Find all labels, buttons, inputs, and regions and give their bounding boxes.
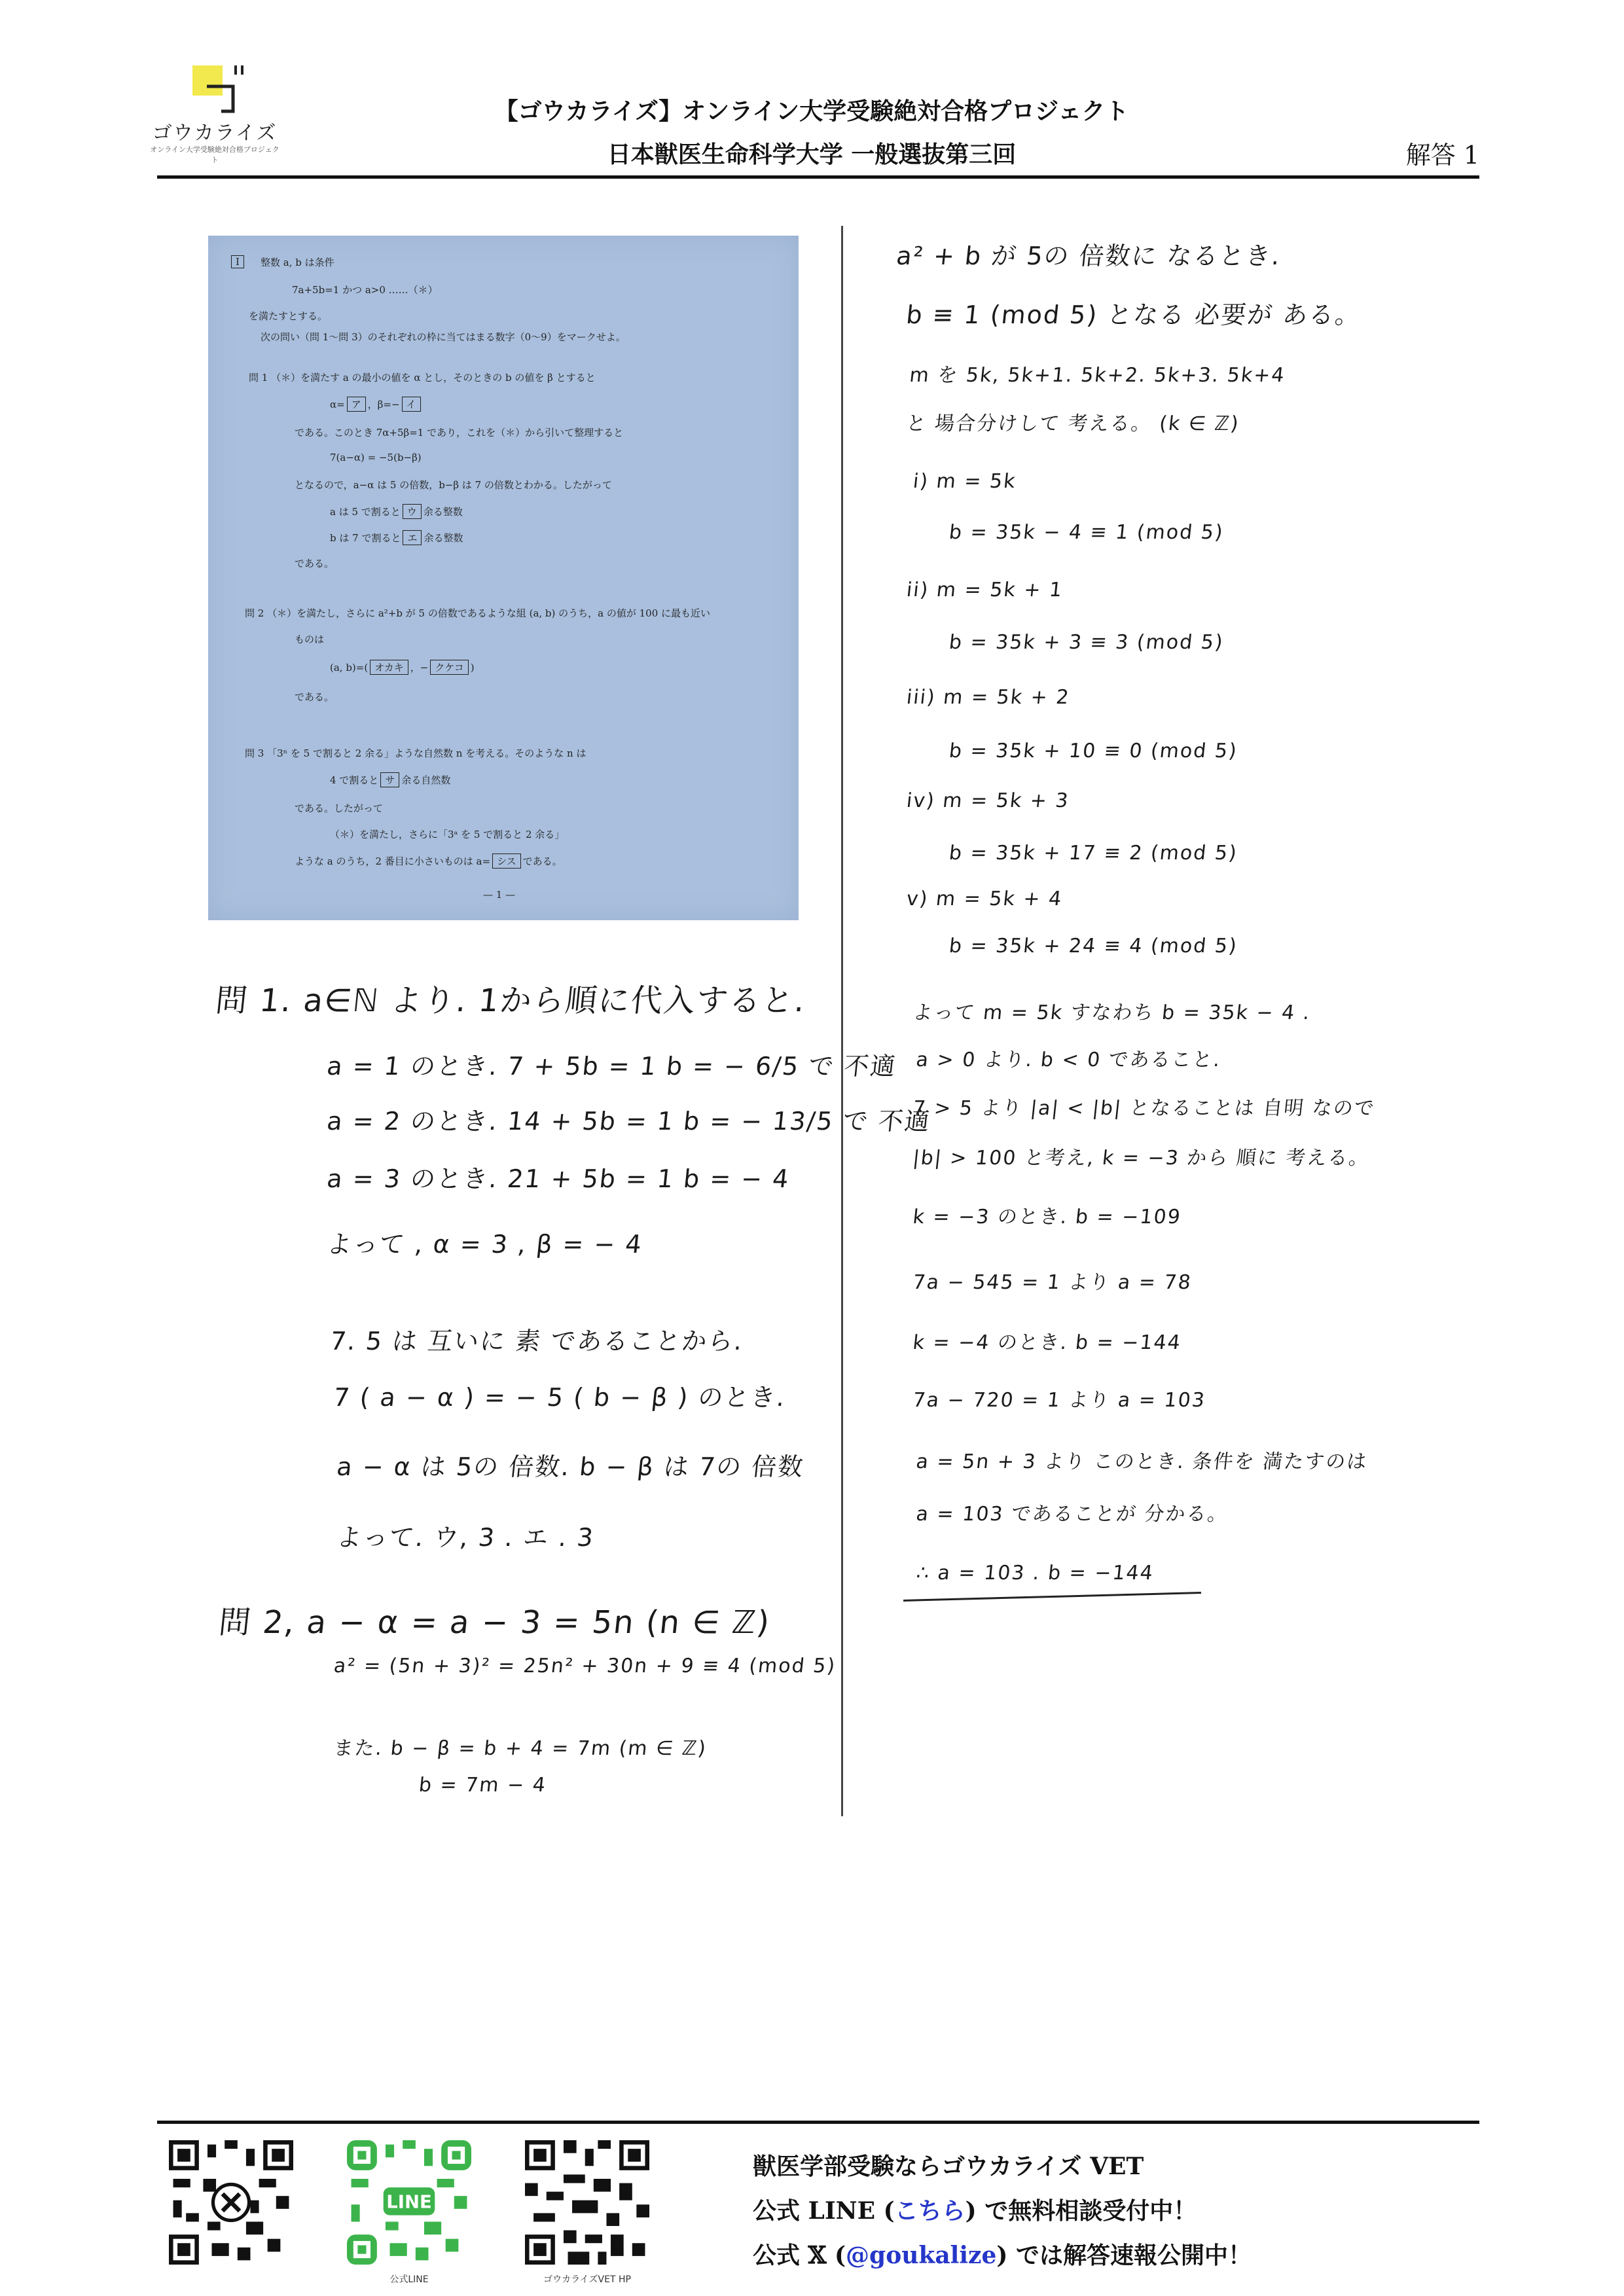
solution-line: i) m = 5k [912,470,1018,493]
solution-line: |b| > 100 と考え, k = −3 から 順に 考える。 [911,1147,1371,1170]
qr-label-line: 公式LINE [389,2274,429,2285]
problem-line: である。 [295,691,334,703]
answer-box: エ [403,530,422,545]
solution-line: iii) m = 5k + 2 [905,686,1072,709]
solution-line: a = 103 であることが 分かる。 [914,1503,1230,1526]
solution-line: a − α は 5の 倍数. b − β は 7の 倍数 [335,1452,806,1481]
goukalize-logo [149,60,280,164]
footer-divider [157,2121,1479,2124]
logo-tagline: オンライン大学受験絶対合格プロジェクト [150,145,280,164]
section-number: I [231,255,244,268]
logo-brand: ゴウカライズ [152,122,278,145]
solution-line: k = −4 のとき. b = −144 [911,1331,1183,1354]
problem-line: ものは [295,634,325,645]
problem-line: を満たすとする。 [249,310,328,322]
solution-line: b = 35k + 3 ≡ 3 (mod 5) [948,631,1225,654]
line-link[interactable]: こちら [894,2197,965,2225]
blank-line: ような a のうち，2 番目に小さいものは a= シス である。 [295,853,562,869]
page-number: — 1 — [483,889,516,901]
answer-box: クケコ [430,660,468,675]
solution-line: よって m = 5k すなわち b = 35k − 4 . [911,1001,1312,1024]
solution-line: b = 35k − 4 ≡ 1 (mod 5) [948,521,1225,544]
blank-line: (a, b)=( オカキ ，− クケコ ) [330,660,475,675]
x-account-link[interactable]: @goukalize [846,2242,997,2269]
solution-line: a = 3 のとき. 21 + 5b = 1 b = − 4 [325,1164,791,1193]
problem-line: である。 [295,558,334,569]
solution-line: a > 0 より. b < 0 であること. [914,1049,1223,1071]
column-divider [841,226,843,1816]
answer-box: オカキ [370,660,408,675]
solution-line: ii) m = 5k + 1 [905,579,1064,601]
problem-line: 問 3 「3ⁿ を 5 で割ると 2 余る」ような自然数 n を考える。そのような n は [245,747,586,759]
page-title: 【ゴウカライズ】オンライン大学受験絶対合格プロジェクト [494,98,1129,125]
solution-line: 7a − 720 = 1 より a = 103 [911,1389,1207,1412]
solution-line: と 場合分けして 考える。 (k ∈ ℤ) [905,412,1241,435]
solution-line: a² = (5n + 3)² = 25n² + 30n + 9 ≡ 4 (mod 5) [333,1655,837,1677]
solution-line: k = −3 のとき. b = −109 [911,1206,1183,1229]
problem-line: 7a+5b=1 かつ a>0 ……（＊） [292,284,438,296]
problem-line: である。したがって [295,802,384,814]
footer-line-contact: 公式 LINE (こちら) で無料相談受付中！ [753,2197,1197,2225]
problem-line: 整数 a, b は条件 [261,257,334,268]
answer-page-label: 解答 1 [1405,141,1479,170]
answer-box: ア [347,397,366,412]
goukalize-logo-mark [187,60,246,119]
problem-line: である。このとき 7α+5β=1 であり，これを（＊）から引いて整理すると [295,427,624,439]
blank-line: a は 5 で割ると ウ 余る整数 [330,504,463,519]
solution-line: a = 5n + 3 より このとき. 条件を 満たすのは [914,1450,1369,1473]
solution-line: v) m = 5k + 4 [905,888,1064,910]
solution-line: b ≡ 1 (mod 5) となる 必要が ある。 [905,300,1363,329]
problem-line: （＊）を満たし，さらに「3ᵃ を 5 で割ると 2 余る」 [330,829,565,840]
blank-line: 4 で割ると サ 余る自然数 [330,772,450,787]
blank-line: α= ア ，β=− イ [330,397,423,412]
solution-line: b = 35k + 10 ≡ 0 (mod 5) [948,740,1239,762]
solution-line: 7 > 5 より |a| < |b| となることは 自明 なので [911,1097,1377,1120]
solution-line: b = 35k + 17 ≡ 2 (mod 5) [948,842,1239,865]
answer-box: シス [492,853,521,869]
solution-line: iv) m = 5k + 3 [905,789,1071,812]
qr-label-homepage: ゴウカライズVET HP [543,2274,631,2285]
x-account-qr-code[interactable] [169,2140,293,2265]
problem-line: 問 1 （＊）を満たす a の最小の値を α とし，そのときの b の値を β とすると [249,372,596,384]
solution-line: a = 2 のとき. 14 + 5b = 1 b = − 13/5 で 不適 [325,1107,933,1136]
page-subtitle: 日本獣医生命科学大学 一般選抜第三回 [607,141,1017,168]
line-qr-code[interactable] [347,2140,471,2265]
answer-box: イ [402,397,421,412]
line-badge-text: LINE [386,2191,432,2213]
solution-line: よって. ウ, 3 . エ . 3 [335,1523,596,1552]
problem-line: 7(a−α) = −5(b−β) [330,452,422,463]
solution-line: 問 2, a − α = a − 3 = 5n (n ∈ ℤ) [217,1604,772,1641]
final-answer: ∴ a = 103 . b = −144 [915,1562,1155,1585]
solution-line: よって , α = 3 , β = − 4 [325,1230,644,1259]
answer-box: ウ [403,504,422,519]
answer-box: サ [380,772,399,787]
website-qr-code[interactable] [525,2140,649,2265]
solution-line: 7a − 545 = 1 より a = 78 [911,1271,1193,1294]
solution-line: また. b − β = b + 4 = 7m (m ∈ ℤ) [332,1737,708,1760]
problem-line: 次の問い（問 1〜問 3）のそれぞれの枠に当てはまる数字（0〜9）をマークせよ。 [261,331,626,343]
problem-photo [208,236,799,920]
solution-line: a² + b が 5の 倍数に なるとき. [895,242,1283,270]
footer-promo-line: 獣医学部受験ならゴウカライズ VET [753,2153,1144,2180]
problem-line: 問 2 （＊）を満たし，さらに a²+b が 5 の倍数であるような組 (a, b) のうち，a の値が 100 に最も近い [245,607,711,619]
solution-line: a = 1 のとき. 7 + 5b = 1 b = − 6/5 で 不適 [325,1052,898,1081]
solution-line: 7 ( a − α ) = − 5 ( b − β ) のとき. [332,1383,787,1412]
header-divider [157,175,1479,179]
solution-line: 7. 5 は 互いに 素 であることから. [329,1327,745,1355]
footer-x-contact: 公式 𝕏 (@goukalize) では解答速報公開中！ [753,2242,1252,2269]
final-answer-underline [903,1592,1201,1602]
solution-line: b = 35k + 24 ≡ 4 (mod 5) [948,935,1239,958]
solution-line: m を 5k, 5k+1. 5k+2. 5k+3. 5k+4 [908,364,1287,387]
solution-line: 問 1. a∈ℕ より. 1から順に代入すると. [213,982,808,1019]
blank-line: b は 7 で割ると エ 余る整数 [330,530,463,545]
problem-line: となるので，a−α は 5 の倍数，b−β は 7 の倍数とわかる。したがって [295,479,612,491]
solution-line: b = 7m − 4 [418,1774,548,1797]
